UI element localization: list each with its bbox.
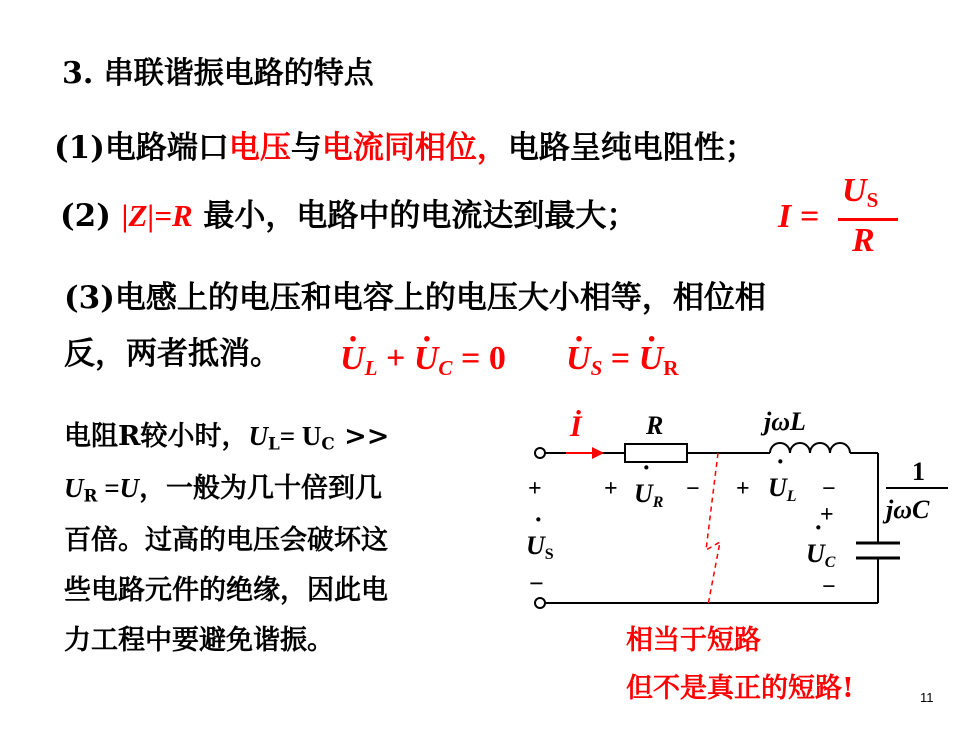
- resistor-label: R: [646, 411, 664, 440]
- point-2-impedance-formula: |Z|=R: [121, 198, 193, 233]
- point-1-voltage: 电压: [228, 130, 291, 166]
- source-resistor-equation: · $U_S$ = · $U_R$: [566, 340, 678, 381]
- page-number: 11: [920, 690, 934, 705]
- capacitor-label-denominator: jωC: [886, 495, 930, 524]
- short-circuit-note-line-1: 相当于短路: [626, 625, 761, 656]
- current-formula-denominator: R: [852, 222, 875, 259]
- section-heading: 3. 串联谐振电路的特点: [62, 56, 374, 91]
- fraction-bar: [838, 218, 898, 221]
- capacitor-plus: +: [820, 502, 834, 528]
- capacitor-voltage-label: UC: [806, 539, 836, 571]
- short-circuit-dashed-line: [706, 453, 720, 605]
- resistor-icon: [625, 444, 687, 462]
- resistor-plus: +: [604, 476, 618, 502]
- point-3-line-2: 反，两者抵消。: [64, 336, 281, 372]
- inductor-label: jωL: [764, 407, 806, 436]
- capacitor-label-numerator: 1: [912, 457, 925, 486]
- explanation-line-3: 百倍。过高的电压会破坏这: [64, 525, 388, 556]
- resistor-minus: −: [686, 476, 700, 502]
- explanation-line-2: $U_R =U$，一般为几十倍到几: [64, 473, 383, 506]
- source-voltage-label: US: [526, 531, 554, 563]
- point-2-prefix: (2): [60, 198, 122, 234]
- point-2-suffix: 最小，电路中的电流达到最大；: [192, 198, 638, 234]
- point-1-mid: 与: [290, 130, 322, 166]
- current-formula-lhs: I =: [778, 198, 820, 235]
- resistor-voltage-label: UR: [634, 479, 664, 511]
- point-1-current-phase: 电流同相位: [321, 130, 477, 166]
- point-1: [54, 122, 756, 167]
- source-voltage-dot: ·: [534, 505, 543, 534]
- inductor-minus: −: [822, 476, 836, 502]
- point-3-line-1: (3)电感上的电压和电容上的电压大小相等，相位相: [64, 280, 766, 316]
- voltage-cancel-equation: · $U_L$ + · $U_C = 0$: [340, 340, 506, 381]
- terminal-top: [535, 448, 545, 458]
- capacitor-voltage-dot: ·: [814, 513, 823, 542]
- source-plus: +: [528, 476, 542, 502]
- resistor-voltage-dot: ·: [642, 453, 651, 482]
- point-1-suffix: 电路呈纯电阻性；: [507, 130, 756, 166]
- point-1-prefix: (1)电路端口: [54, 130, 229, 166]
- short-circuit-note-line-2: 但不是真正的短路!: [626, 673, 854, 704]
- explanation-line-1: 电阻R较小时，$U_L= U_C$ >>: [64, 421, 390, 454]
- capacitor-minus: −: [822, 574, 836, 600]
- inductor-voltage-dot: ·: [776, 447, 785, 476]
- current-formula-numerator: $U_S$: [842, 172, 879, 212]
- series-rlc-circuit: [520, 400, 960, 630]
- source-minus: −: [529, 569, 544, 598]
- inductor-plus: +: [736, 476, 750, 502]
- inductor-voltage-label: UL: [768, 473, 797, 505]
- current-label: İ: [570, 410, 582, 443]
- point-2: [60, 190, 637, 235]
- explanation-line-5: 力工程中要避免谐振。: [64, 625, 334, 656]
- explanation-line-4: 些电路元件的绝缘，因此电: [64, 575, 388, 606]
- circuit-wires: [535, 443, 900, 608]
- point-1-comma: ，: [476, 130, 508, 166]
- current-arrow-icon: [566, 447, 604, 459]
- terminal-bottom: [535, 598, 545, 608]
